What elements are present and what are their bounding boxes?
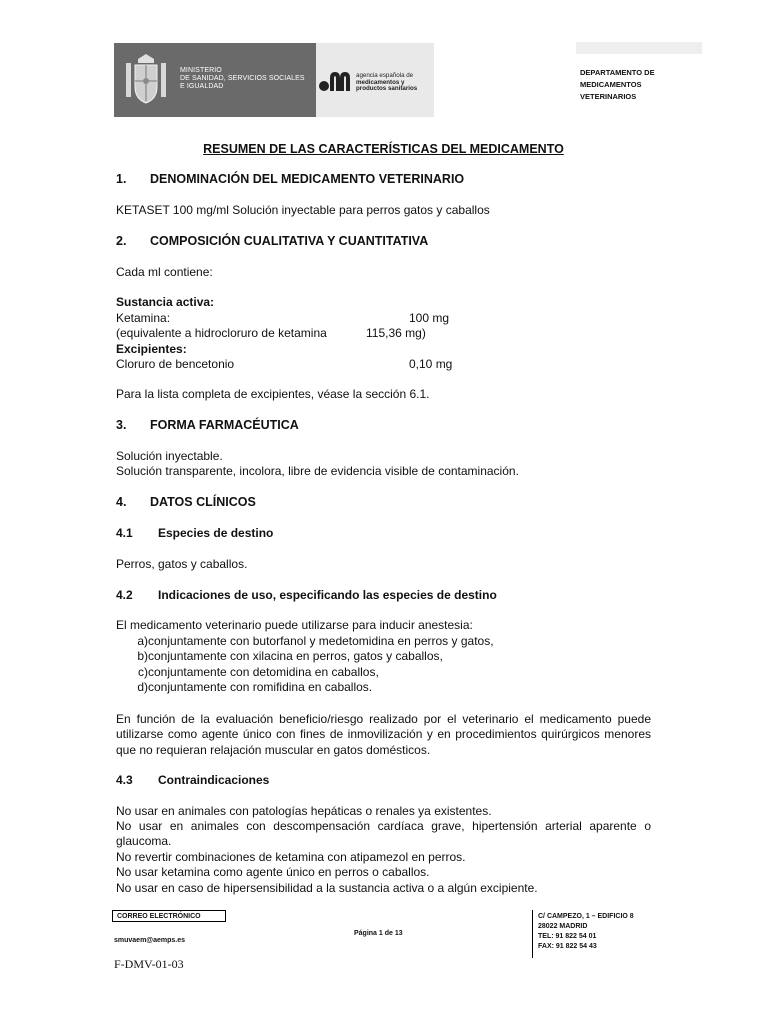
document-title: RESUMEN DE LAS CARACTERÍSTICAS DEL MEDICAMENTO	[203, 142, 564, 156]
form-line-2: Solución transparente, incolora, libre de evidencia visible de contaminación.	[116, 464, 519, 478]
active-substance-heading: Sustancia activa:	[116, 295, 215, 309]
cloruro-label: Cloruro de bencetonio	[116, 357, 235, 371]
indications-intro: El medicamento veterinario puede utilizarse para inducir anestesia:	[116, 618, 473, 632]
list-item: b)conjuntamente con xilacina en perros, gatos y caballos,	[137, 649, 443, 664]
contraindication-4: No usar ketamina como agente único en perros o caballos.	[116, 865, 430, 879]
section-2-heading: 2. COMPOSICIÓN CUALITATIVA Y CUANTITATIVA	[116, 234, 429, 248]
email-value[interactable]: smuvaem@aemps.es	[114, 937, 186, 944]
list-item: c)conjuntamente con detomidina en caballos,	[138, 664, 379, 679]
section-4-heading: 4. DATOS CLÍNICOS	[116, 495, 256, 509]
coat-of-arms-icon	[124, 53, 168, 107]
ketamina-label: Ketamina:	[116, 311, 171, 325]
email-label: CORREO ELECTRÓNICO	[112, 910, 226, 922]
product-name: KETASET 100 mg/ml Solución inyectable para perros gatos y caballos	[116, 203, 490, 217]
cloruro-value: 0,10 mg	[409, 357, 453, 371]
department-name: DEPARTAMENTO DE MEDICAMENTOS VETERINARIOS	[580, 68, 655, 101]
target-species: Perros, gatos y caballos.	[116, 557, 248, 571]
aemps-logo-icon	[318, 66, 352, 96]
excipients-heading: Excipientes:	[116, 342, 187, 356]
equivalence-value: 115,36 mg)	[366, 326, 426, 340]
excipients-note: Para la lista completa de excipientes, véase la sección 6.1.	[116, 387, 430, 401]
address-block: C/ CAMPEZO, 1 – EDIFICIO 8 28022 MADRID TEL: 91 822 54 01 FAX: 91 822 54 43	[538, 913, 634, 950]
ministry-name: MINISTERIO DE SANIDAD, SERVICIOS SOCIALES E IGUALDAD	[180, 67, 305, 90]
indications-list	[137, 634, 494, 696]
list-item: d)conjuntamente con romifidina en caballos.	[137, 680, 373, 695]
contraindication-5: No usar en caso de hipersensibilidad a la sustancia activa o a algún excipiente.	[116, 881, 538, 895]
section-1-heading: 1. DENOMINACIÓN DEL MEDICAMENTO VETERINARIO	[116, 172, 465, 186]
section-3-heading: 3. FORMA FARMACÉUTICA	[116, 418, 299, 432]
section-4-2-heading: 4.2 Indicaciones de uso, especificando las especies de destino	[116, 588, 497, 602]
page-number: Página 1 de 13	[354, 930, 403, 937]
composition-intro: Cada ml contiene:	[116, 265, 213, 279]
footer-divider	[532, 910, 533, 958]
section-4-1-heading: 4.1 Especies de destino	[116, 526, 274, 540]
form-line-1: Solución inyectable.	[116, 449, 223, 463]
ketamina-value: 100 mg	[409, 311, 450, 325]
indications-paragraph: En función de la evaluación beneficio/riesgo realizado por el veterinario el medicamento puede utilizarse como agente único con fines de inmovilización y en procedimientos quirúrgicos menores que no requieran relajación muscular en gatos domésticos.	[116, 712, 651, 757]
department-bar	[576, 42, 702, 54]
agency-name: agencia española de medicamentos y productos sanitarios	[356, 72, 418, 92]
contraindication-3: No revertir combinaciones de ketamina con atipamezol en perros.	[116, 850, 466, 864]
equivalence-label: (equivalente a hidrocloruro de ketamina	[116, 326, 327, 340]
section-4-3-heading: 4.3 Contraindicaciones	[116, 773, 270, 787]
contraindication-1: No usar en animales con patologías hepáticas o renales ya existentes.	[116, 804, 492, 818]
form-code: F-DMV-01-03	[114, 957, 184, 971]
list-item: a)conjuntamente con butorfanol y medetomidina en perros y gatos,	[137, 634, 494, 648]
contraindication-2: No usar en animales con descompensación cardíaca grave, hipertensión arterial aparente o glaucoma.	[116, 819, 651, 849]
